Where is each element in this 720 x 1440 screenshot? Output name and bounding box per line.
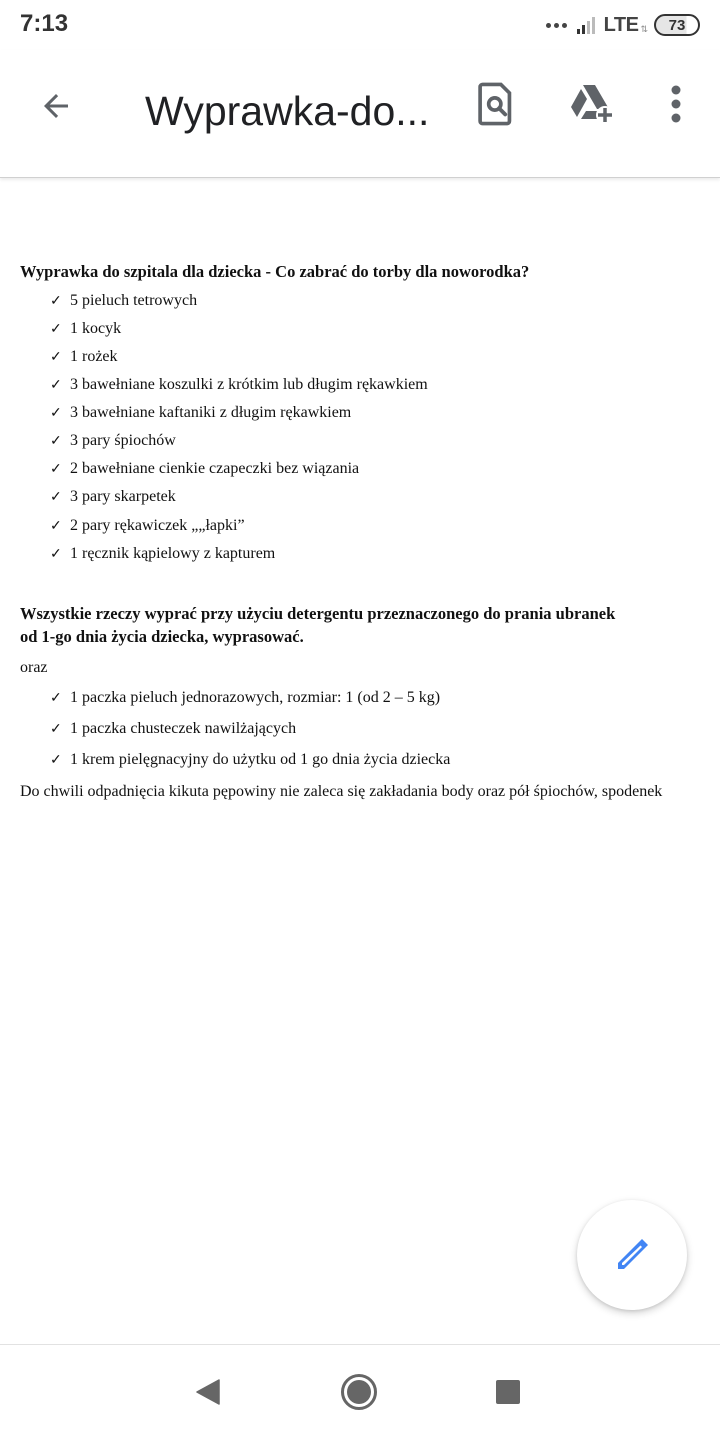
nav-recents-button[interactable] xyxy=(483,1367,533,1417)
status-bar xyxy=(0,0,720,50)
checklist-item: ✓ 1 krem pielęgnacyjny do użytku od 1 go dnia życia dziecka xyxy=(50,751,451,768)
checklist-item: ✓ 1 paczka pieluch jednorazowych, rozmiar: 1 (od 2 – 5 kg) xyxy=(50,689,441,706)
more-options-button[interactable] xyxy=(650,78,702,130)
checkmark-icon: ✓ xyxy=(50,293,62,309)
more-vert-icon xyxy=(669,84,683,124)
nav-home-button[interactable] xyxy=(334,1367,384,1417)
checkmark-icon: ✓ xyxy=(50,461,62,477)
document-heading: Wyprawka do szpitala dla dziecka - Co zabrać do torby dla noworodka? xyxy=(20,262,530,281)
find-in-page-icon xyxy=(477,82,515,126)
checkmark-icon: ✓ xyxy=(50,690,62,706)
checklist-item: ✓ 1 ręcznik kąpielowy z kapturem xyxy=(50,545,276,562)
checkmark-icon: ✓ xyxy=(50,546,62,562)
washing-instructions-heading: Wszystkie rzeczy wyprać przy użyciu detergentu przeznaczonego do prania ubranek od 1-go dnia życia dziecka, wyprasować. xyxy=(20,604,616,646)
nav-back-button[interactable] xyxy=(183,1367,233,1417)
checklist-item: ✓ 2 bawełniane cienkie czapeczki bez wiązania xyxy=(50,460,360,477)
battery-level: 73 xyxy=(668,16,686,34)
umbilical-note: Do chwili odpadnięcia kikuta pępowiny nie zaleca się zakładania body oraz pół śpiochów, spodenek xyxy=(20,783,663,800)
checkmark-icon: ✓ xyxy=(50,377,62,393)
checklist-item: ✓ 1 paczka chusteczek nawilżających xyxy=(50,720,297,737)
nav-back-icon xyxy=(195,1378,221,1406)
back-button[interactable] xyxy=(30,80,82,132)
document-title: Wyprawka-do... xyxy=(145,88,430,134)
edit-fab-button[interactable] xyxy=(577,1200,687,1310)
checkmark-icon: ✓ xyxy=(50,518,62,534)
checkmark-icon: ✓ xyxy=(50,321,62,337)
checkmark-icon: ✓ xyxy=(50,752,62,768)
battery-indicator xyxy=(654,14,700,36)
signal-strength-icon xyxy=(577,16,595,34)
checkmark-icon: ✓ xyxy=(50,405,62,421)
checklist-item: ✓ 2 pary rękawiczek „„łapki” xyxy=(50,517,245,534)
add-to-drive-button[interactable] xyxy=(566,78,618,130)
nav-recents-icon xyxy=(495,1379,521,1405)
checklist-item: ✓ 1 rożek xyxy=(50,348,118,365)
app-bar xyxy=(0,50,720,178)
notification-dots-icon xyxy=(546,23,567,28)
arrow-back-icon xyxy=(38,88,74,124)
data-activity-icon: ⇅ xyxy=(640,23,648,34)
checkmark-icon: ✓ xyxy=(50,721,62,737)
oraz-label: oraz xyxy=(20,659,48,676)
checkmark-icon: ✓ xyxy=(50,349,62,365)
network-type: LTE xyxy=(603,13,639,36)
checklist-item: ✓ 3 bawełniane koszulki z krótkim lub długim rękawkiem xyxy=(50,376,428,393)
checklist-item: ✓ 3 pary śpiochów xyxy=(50,432,176,449)
checklist-item: ✓ 5 pieluch tetrowych xyxy=(50,292,198,309)
status-time: 7:13 xyxy=(20,10,69,37)
checklist-item: ✓ 3 bawełniane kaftaniki z długim rękawkiem xyxy=(50,404,352,421)
checkmark-icon: ✓ xyxy=(50,489,62,505)
checklist-item: ✓ 1 kocyk xyxy=(50,320,122,337)
status-indicators xyxy=(546,12,700,38)
checkmark-icon: ✓ xyxy=(50,433,62,449)
find-in-document-button[interactable] xyxy=(470,78,522,130)
checklist-item: ✓ 3 pary skarpetek xyxy=(50,488,176,505)
nav-home-icon xyxy=(340,1373,378,1411)
edit-pencil-icon xyxy=(612,1235,652,1275)
system-nav-bar xyxy=(0,1344,720,1440)
add-to-drive-icon xyxy=(569,83,615,125)
